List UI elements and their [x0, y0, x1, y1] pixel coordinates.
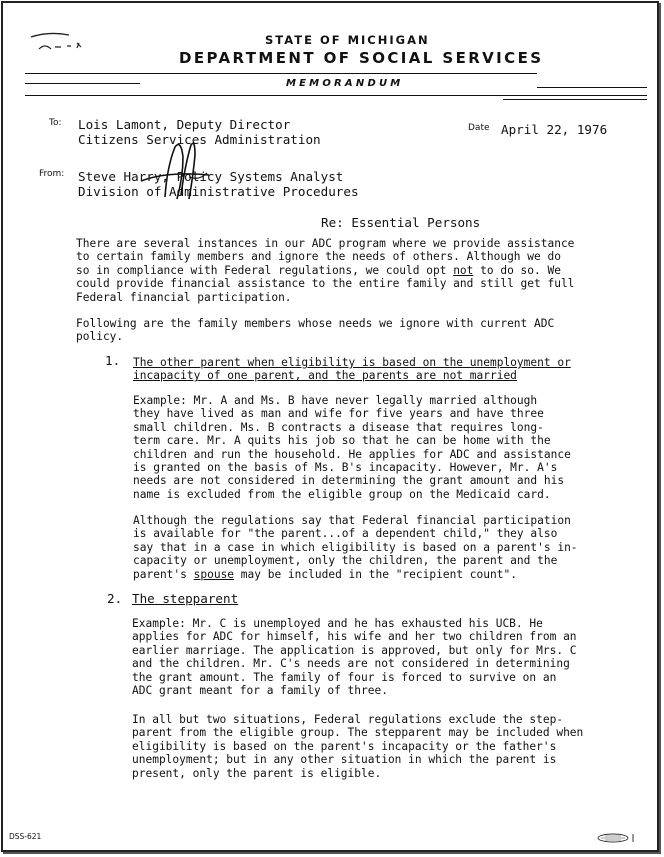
text-line: needs are not considered in determining the grant amount and his: [133, 474, 565, 488]
text-line: capacity or unemployment, only the children, the parent and the: [133, 554, 558, 568]
text-line: There are several instances in our ADC program where we provide assistance: [76, 237, 575, 250]
item-2-heading: The stepparent: [132, 591, 239, 606]
memorandum-title: MEMORANDUM: [286, 78, 404, 89]
text-line: parent's spouse may be included in the "recipient count".: [133, 567, 517, 581]
text-line: applies for ADC for himself, his wife and her two children from an: [132, 630, 577, 644]
text-line: Federal financial participation.: [76, 290, 292, 304]
text-line: name is excluded from the eligible group on the Medicaid card.: [133, 487, 551, 501]
text-line: to certain family members and ignore the needs of others. Although we do: [76, 250, 561, 264]
text-line: children and run the household. He applies for ADC and assistance: [133, 447, 571, 461]
item-1-regulations: [133, 514, 578, 581]
to-line-2: Citizens Services Administration: [78, 132, 321, 147]
text-line: Example: Mr. A and Ms. B have never legally married although: [133, 394, 538, 407]
text-line: incapacity of one parent, and the parents are not married: [133, 369, 517, 383]
text-line: small children. Ms. B contracts a disease that requires long-: [133, 420, 544, 434]
header-rule-center: [127, 73, 537, 74]
date-value: April 22, 1976: [501, 122, 608, 137]
from-line-1: Steve Harry, Policy Systems Analyst: [78, 169, 344, 184]
header-rule-right-bottom: [503, 99, 647, 100]
to-line-1: Lois Lamont, Deputy Director: [78, 117, 291, 132]
text-line: unemployment; but in any other situation in which the parent is: [132, 753, 557, 767]
text-line: and the children. Mr. C's needs are not considered in determining: [132, 657, 570, 671]
underlined-spouse: spouse: [193, 567, 235, 581]
item-1-example: [133, 394, 571, 501]
text-line: Example: Mr. C is unemployed and he has exhausted his UCB. He: [132, 617, 543, 630]
item-2-number: 2.: [107, 591, 123, 606]
intro-paragraph: [76, 237, 574, 304]
state-name: STATE OF MICHIGAN: [265, 33, 430, 47]
text-line: Following are the family members whose needs we ignore with current ADC: [76, 317, 555, 330]
item-2-regulations: [132, 713, 583, 780]
text-line: The other parent when eligibility is based on the unemployment or: [133, 356, 571, 369]
following-paragraph: [76, 317, 554, 344]
text-line: policy.: [76, 330, 124, 344]
memo-page: [1, 1, 659, 852]
text-line: earlier marriage. The application is approved, but only for Mrs. C: [132, 643, 577, 657]
date-label: Date: [468, 123, 490, 133]
text-line: is available for "the parent...of a dependent child," they also: [133, 527, 558, 541]
text-line: could provide financial assistance to the entire family and still get full: [76, 277, 575, 291]
item-2-example: [132, 617, 577, 697]
text-line: term care. Mr. A quits his job so that he can be home with the: [133, 434, 551, 448]
text-line: eligibility is based on the parent's incapacity or the father's: [132, 739, 557, 753]
text-line: Although the regulations say that Federal financial participation: [133, 514, 571, 527]
to-label: To:: [49, 118, 62, 128]
text-line: the grant amount. The family of four is forced to survive on an: [132, 670, 557, 684]
text-line: so in compliance with Federal regulations, we could opt not to do so. We: [76, 263, 561, 277]
subject-line: Re: Essential Persons: [321, 215, 481, 230]
text-line: In all but two situations, Federal regulations exclude the step-: [132, 713, 564, 726]
from-label: From:: [39, 169, 65, 179]
union-bug-stamp: [593, 831, 641, 845]
underlined-not: not: [453, 263, 474, 277]
header-rule-left-bottom: [25, 83, 140, 84]
header-rule-right: [537, 87, 647, 88]
text-line: present, only the parent is eligible.: [132, 766, 382, 780]
text-line: say that in a case in which eligibility is based on a parent's in-: [133, 540, 578, 554]
handwritten-signature: [137, 137, 217, 207]
text-line: parent from the eligible group. The stepparent may be included when: [132, 726, 584, 740]
department-name: DEPARTMENT OF SOCIAL SERVICES: [179, 49, 544, 67]
text-line: is granted on the basis of Ms. B's incapacity. However, Mr. A's: [133, 461, 558, 475]
header-rule-full: [25, 95, 647, 96]
from-line-2: Division of Administrative Procedures: [78, 184, 359, 199]
item-1-heading: [133, 356, 571, 383]
form-number: DSS-621: [9, 832, 42, 841]
text-line: ADC grant meant for a family of three.: [132, 684, 388, 698]
item-1-number: 1.: [105, 353, 121, 368]
handwritten-scribble: [29, 29, 99, 59]
text-line: they have lived as man and wife for five years and have three: [133, 407, 544, 421]
